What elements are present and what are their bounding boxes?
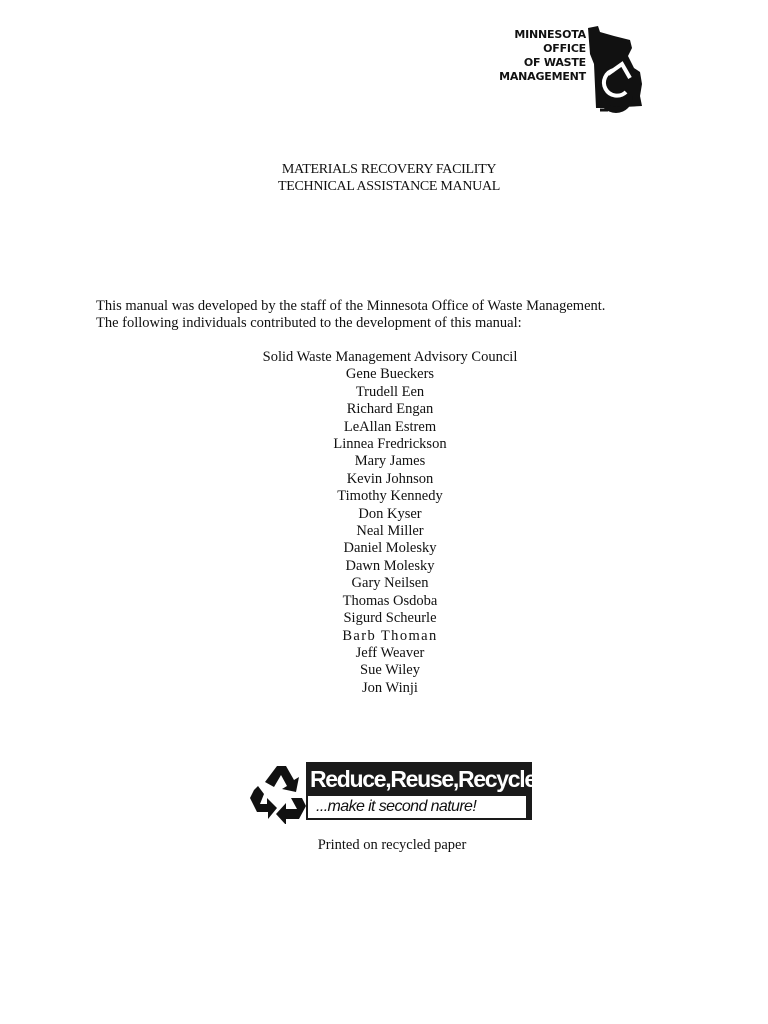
intro-paragraph xyxy=(96,298,716,332)
contributor-name: Trudell Een xyxy=(355,383,425,400)
contributor-name: Thomas Osdoba xyxy=(342,592,438,609)
contributor-name: Daniel Molesky xyxy=(343,540,437,557)
logo-wordmark xyxy=(474,28,586,84)
reduce-reuse-recycle-banner xyxy=(246,760,541,826)
contributor-name: Jeff Weaver xyxy=(355,644,425,661)
logo-line: MANAGEMENT xyxy=(499,70,586,83)
contributor-name: Sigurd Scheurle xyxy=(343,610,437,627)
slogan-box xyxy=(306,762,541,820)
contributor-name: Timothy Kennedy xyxy=(337,488,443,505)
contributor-name: Don Kyser xyxy=(358,505,422,522)
contributor-name: LeAllan Estrem xyxy=(343,418,437,435)
logo-line: MINNESOTA xyxy=(514,28,586,41)
contributor-name: Linnea Fredrickson xyxy=(333,436,447,453)
printed-on-recycled-note: Printed on recycled paper xyxy=(317,837,467,853)
recycle-icon xyxy=(246,762,308,824)
contributor-name: Neal Miller xyxy=(356,523,424,540)
intro-line-2: The following individuals contributed to the development of this manual: xyxy=(96,315,522,331)
document-title xyxy=(0,161,768,195)
tagline-box xyxy=(308,796,526,818)
title-line-2: TECHNICAL ASSISTANCE MANUAL xyxy=(277,179,501,194)
contributor-name: Mary James xyxy=(354,453,426,470)
contributor-name: Sue Wiley xyxy=(360,662,420,679)
contributors-heading: Solid Waste Management Advisory Council xyxy=(262,349,518,365)
contributor-name: Jon Winji xyxy=(362,679,418,696)
minnesota-state-icon xyxy=(584,24,650,114)
tagline-text: ...make it second nature! xyxy=(316,798,477,815)
intro-line-1: This manual was developed by the staff of the Minnesota Office of Waste Management. xyxy=(96,298,606,314)
minnesota-owm-logo xyxy=(470,24,652,116)
contributors-list xyxy=(0,349,768,697)
contributor-name: Dawn Molesky xyxy=(345,557,435,574)
contributor-name: Gary Neilsen xyxy=(351,575,429,592)
contributor-name: Gene Bueckers xyxy=(345,366,435,383)
contributor-name: Barb Thoman xyxy=(342,627,438,644)
title-line-1: MATERIALS RECOVERY FACILITY xyxy=(281,162,497,177)
contributor-name: Kevin Johnson xyxy=(346,470,434,487)
logo-line: OF WASTE xyxy=(523,56,586,69)
slogan-text: Reduce,Reuse,Recycle. xyxy=(310,766,541,792)
logo-line: OFFICE xyxy=(543,42,586,55)
contributor-name: Richard Engan xyxy=(346,401,434,418)
